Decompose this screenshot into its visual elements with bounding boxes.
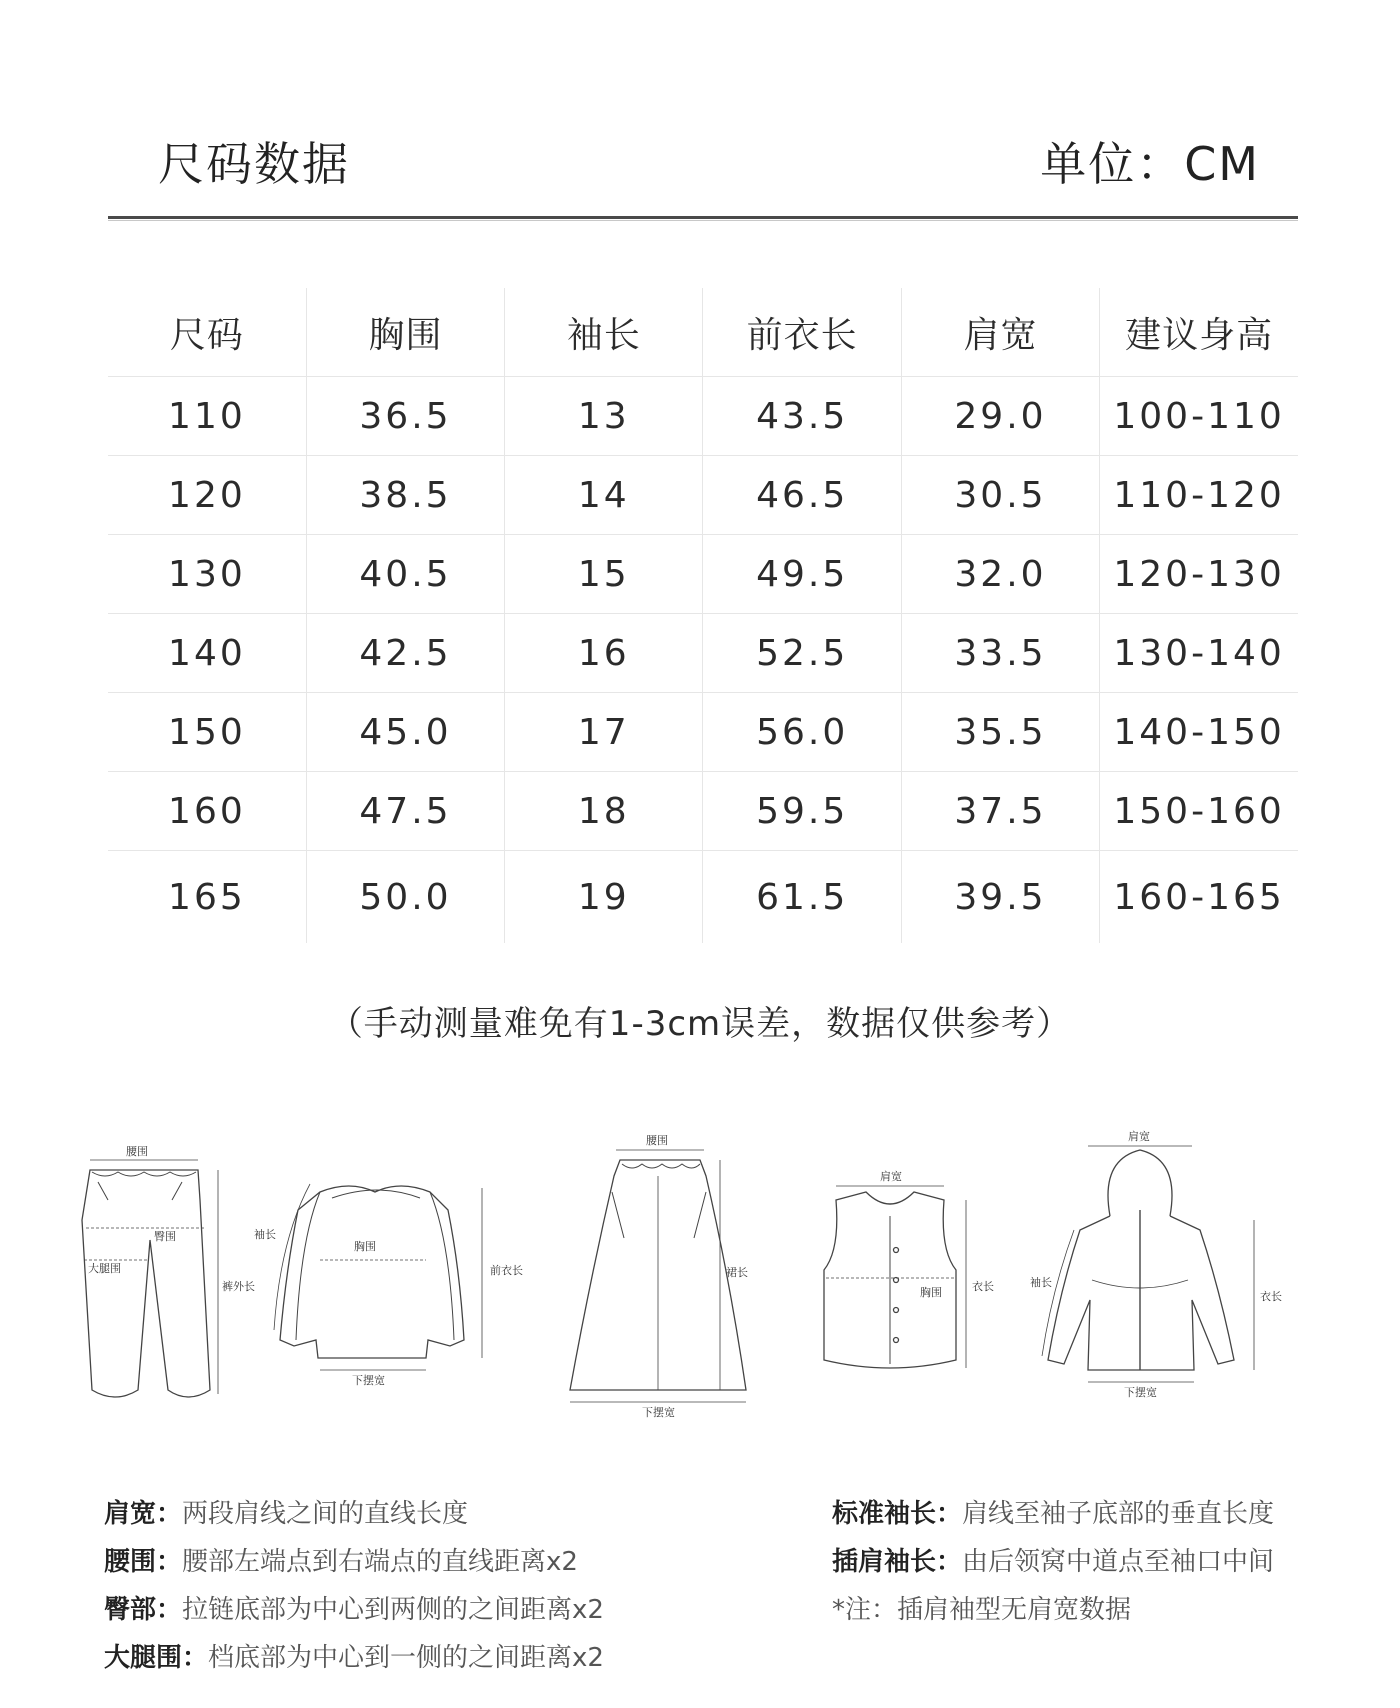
skirt-hem-label: 下摆宽 [642,1406,675,1419]
table-row [108,772,1298,851]
table-cell: 29.0 [901,377,1099,456]
table-row [108,614,1298,693]
table-cell: 50.0 [306,851,504,944]
sweater-chest-label: 胸围 [354,1240,376,1253]
definition-item: 臀部：拉链底部为中心到两侧的之间距离x2 [104,1595,604,1625]
table-cell: 37.5 [901,772,1099,851]
table-cell: 46.5 [703,456,901,535]
table-row [108,456,1298,535]
vest-length-label: 衣长 [972,1280,994,1293]
table-cell: 38.5 [306,456,504,535]
table-cell: 110-120 [1100,456,1298,535]
table-cell: 13 [505,377,703,456]
table-cell: 150-160 [1100,772,1298,851]
table-header-row [108,288,1298,377]
sweater-length-label: 前衣长 [490,1264,523,1277]
table-cell: 16 [505,614,703,693]
table-cell: 19 [505,851,703,944]
column-header: 尺码 [108,288,306,377]
pants-waist-label: 腰围 [126,1145,148,1158]
sweater-diagram [254,1184,523,1387]
measurement-note: （手动测量难免有1-3cm误差，数据仅供参考） [328,1004,1072,1044]
definitions-right [832,1490,1274,1634]
table-cell: 61.5 [703,851,901,944]
table-cell: 59.5 [703,772,901,851]
table-cell: 30.5 [901,456,1099,535]
jacket-sleeve-label: 袖长 [1030,1276,1052,1289]
table-cell: 140 [108,614,306,693]
table-cell: 52.5 [703,614,901,693]
size-table [108,288,1298,943]
skirt-length-label: 裙长 [726,1266,748,1279]
column-header: 胸围 [306,288,504,377]
table-row [108,851,1298,944]
jacket-shoulder-label: 肩宽 [1128,1130,1150,1143]
pants-diagram [82,1145,255,1397]
table-cell: 130-140 [1100,614,1298,693]
definition-item: 腰围：腰部左端点到右端点的直线距离x2 [104,1547,578,1577]
jacket-hem-label: 下摆宽 [1124,1386,1157,1399]
definition-item: 肩宽：两段肩线之间的直线长度 [104,1499,469,1529]
skirt-waist-label: 腰围 [646,1134,668,1147]
table-cell: 18 [505,772,703,851]
skirt-diagram [570,1134,748,1419]
table-cell: 33.5 [901,614,1099,693]
vest-diagram [824,1169,994,1368]
definition-item: 插肩袖长：由后领窝中道点至袖口中间 [832,1547,1275,1577]
table-cell: 17 [505,693,703,772]
table-cell: 42.5 [306,614,504,693]
table-cell: 39.5 [901,851,1099,944]
table-cell: 43.5 [703,377,901,456]
table-cell: 14 [505,456,703,535]
table-cell: 15 [505,535,703,614]
header-divider-thin [108,220,1298,221]
jacket-diagram [1030,1129,1282,1399]
jacket-length-label: 衣长 [1260,1290,1282,1303]
pants-thigh-label: 大腿围 [88,1262,121,1275]
column-header: 建议身高 [1125,314,1274,356]
unit-label: 单位：CM [1040,137,1260,191]
page-title: 尺码数据 [158,137,350,191]
column-header: 肩宽 [901,288,1099,377]
definitions-left [104,1490,604,1682]
sweater-sleeve-label: 袖长 [254,1228,276,1241]
table-cell: 140-150 [1100,693,1298,772]
definition-note: *注：插肩袖型无肩宽数据 [832,1595,1132,1625]
garment-diagrams [70,1120,1340,1420]
table-cell: 120-130 [1100,535,1298,614]
header-divider [108,216,1298,219]
table-cell: 32.0 [901,535,1099,614]
definition-item: 标准袖长：肩线至袖子底部的垂直长度 [832,1499,1275,1529]
table-cell: 150 [108,693,306,772]
definition-item: 大腿围：档底部为中心到一侧的之间距离x2 [104,1643,604,1673]
table-row [108,535,1298,614]
pants-length-label: 裤外长 [222,1280,255,1293]
table-cell: 35.5 [901,693,1099,772]
column-header: 袖长 [505,288,703,377]
table-cell: 36.5 [306,377,504,456]
table-cell: 49.5 [703,535,901,614]
table-cell: 56.0 [703,693,901,772]
table-cell: 120 [108,456,306,535]
table-cell: 165 [108,851,306,944]
table-cell: 160 [108,772,306,851]
column-header: 前衣长 [703,288,901,377]
vest-chest-label: 胸围 [920,1286,942,1299]
table-cell: 130 [108,535,306,614]
table-cell: 110 [108,377,306,456]
pants-hip-label: 臀围 [154,1230,176,1243]
table-cell: 45.0 [306,693,504,772]
sweater-hem-label: 下摆宽 [352,1374,385,1387]
table-row [108,693,1298,772]
table-cell: 47.5 [306,772,504,851]
vest-shoulder-label: 肩宽 [880,1170,902,1183]
table-cell: 100-110 [1100,377,1298,456]
table-cell: 40.5 [306,535,504,614]
table-cell: 160-165 [1100,851,1298,944]
table-row [108,377,1298,456]
